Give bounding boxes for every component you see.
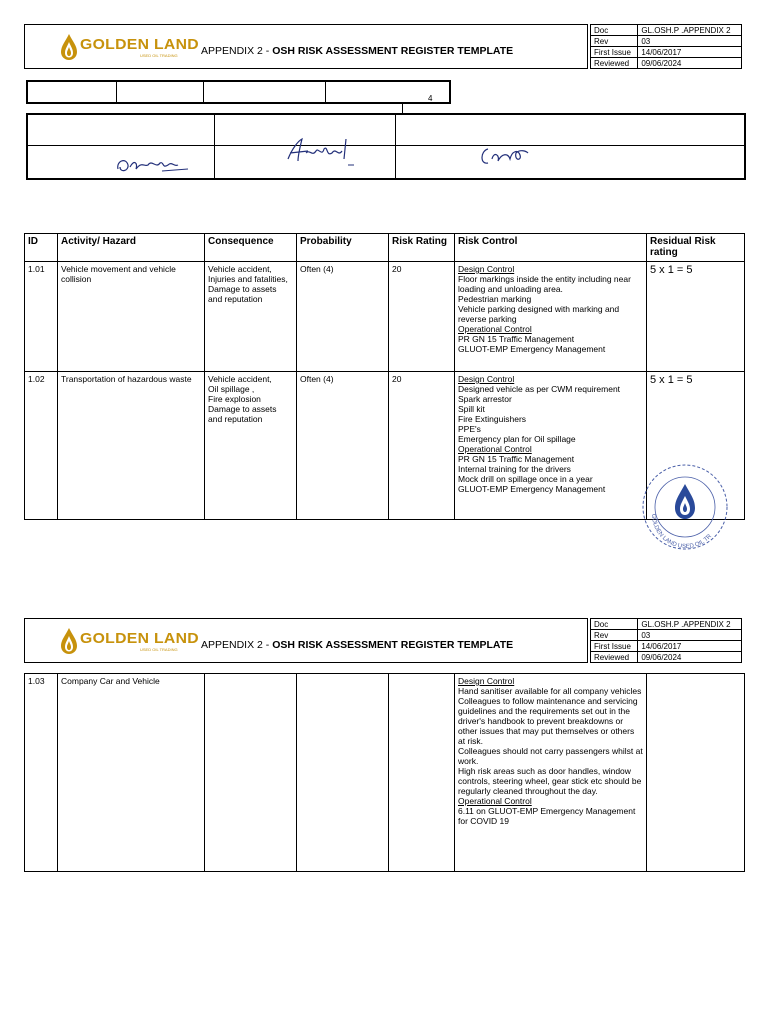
cell-id: 1.03 [25, 674, 58, 872]
meta-value: 14/06/2017 [638, 47, 742, 58]
meta-label: First Issue [591, 47, 638, 58]
meta-label: Rev [591, 36, 638, 47]
col-header-activity: Activity/ Hazard [58, 234, 205, 262]
control-line: Hand sanitiser available for all company vehicles [458, 686, 642, 696]
control-line: PPE's [458, 424, 481, 434]
cell-activity: Company Car and Vehicle [58, 674, 205, 872]
meta-label: Rev [591, 630, 638, 641]
cell-risk-rating [389, 674, 455, 872]
signature-2 [282, 135, 372, 169]
cell-probability: Often (4) [297, 262, 389, 372]
col-header-probability: Probability [297, 234, 389, 262]
meta-row [591, 47, 742, 58]
control-line: Fire Extinguishers [458, 414, 527, 424]
consequence-line: Vehicle accident, [208, 374, 272, 384]
cell-residual: 5 x 1 = 5 [647, 372, 745, 520]
title-prefix: APPENDIX 2 - [201, 639, 270, 651]
col-header-residual: Residual Risk rating [647, 234, 745, 262]
control-heading: Operational Control [458, 324, 532, 334]
company-logo [59, 33, 204, 67]
oil-drop-icon [59, 33, 79, 61]
meta-value: 03 [638, 630, 742, 641]
meta-value: 14/06/2017 [638, 641, 742, 652]
table-header-row [25, 234, 745, 262]
control-line: GLUOT-EMP Emergency Management [458, 344, 606, 354]
col-header-id: ID [25, 234, 58, 262]
cell-risk-control [455, 262, 647, 372]
cell-id: 1.02 [25, 372, 58, 520]
control-line: PR GN 15 Traffic Management [458, 454, 575, 464]
table-row [25, 372, 745, 520]
title-prefix: APPENDIX 2 - [201, 45, 270, 57]
control-heading: Operational Control [458, 796, 532, 806]
meta-row [591, 36, 742, 47]
risk-register-table-continued [24, 673, 745, 872]
control-line: Internal training for the drivers [458, 464, 571, 474]
consequence-line: Oil spillage , [208, 384, 255, 394]
meta-value: GL.OSH.P .APPENDIX 2 [638, 619, 742, 630]
page-number: 4 [428, 94, 433, 103]
risk-register-table [24, 233, 745, 520]
control-heading: Design Control [458, 374, 515, 384]
page-title [201, 45, 513, 57]
cell-risk-rating: 20 [389, 262, 455, 372]
control-line: PR GN 15 Traffic Management [458, 334, 575, 344]
consequence-line: Vehicle accident, [208, 264, 272, 274]
signature-1 [112, 149, 192, 179]
meta-label: Doc [591, 25, 638, 36]
doc-header [24, 24, 588, 69]
logo-text: GOLDEN LAND [80, 630, 199, 647]
meta-label: Doc [591, 619, 638, 630]
consequence-line: and reputation [208, 294, 263, 304]
cell-probability [297, 674, 389, 872]
meta-row [591, 652, 742, 663]
cell-residual [647, 674, 745, 872]
title-main: OSH RISK ASSESSMENT REGISTER TEMPLATE [272, 639, 514, 651]
meta-label: First Issue [591, 641, 638, 652]
cell-residual: 5 x 1 = 5 [647, 262, 745, 372]
cell-activity: Vehicle movement and vehicle collision [58, 262, 205, 372]
company-logo [59, 627, 204, 661]
control-line: Colleagues should not carry passengers whilst at work. [458, 746, 643, 766]
cell-risk-control [455, 674, 647, 872]
col-header-risk-rating: Risk Rating [389, 234, 455, 262]
meta-row [591, 630, 742, 641]
meta-row [591, 619, 742, 630]
control-line: GLUOT-EMP Emergency Management [458, 484, 606, 494]
control-line: Emergency plan for Oil spillage [458, 434, 576, 444]
meta-row [591, 641, 742, 652]
cell-activity: Transportation of hazardous waste [58, 372, 205, 520]
control-heading: Operational Control [458, 444, 532, 454]
consequence-line: Damage to assets [208, 284, 277, 294]
cell-risk-control [455, 372, 647, 520]
signature-box [26, 113, 746, 180]
control-line: Vehicle parking designed with marking and reverse parking [458, 304, 620, 324]
logo-subtext: USED OIL TRADING [140, 53, 178, 58]
meta-value: 09/06/2024 [638, 58, 742, 69]
control-line: Floor markings inside the entity including near loading and unloading area. [458, 274, 631, 294]
meta-value: GL.OSH.P .APPENDIX 2 [638, 25, 742, 36]
page-title [201, 639, 513, 651]
control-line: Pedestrian marking [458, 294, 532, 304]
cell-probability: Often (4) [297, 372, 389, 520]
control-heading: Design Control [458, 676, 515, 686]
cell-consequence [205, 262, 297, 372]
col-header-risk-control: Risk Control [455, 234, 647, 262]
consequence-line: and reputation [208, 414, 263, 424]
title-main: OSH RISK ASSESSMENT REGISTER TEMPLATE [272, 45, 514, 57]
control-line: High risk areas such as door handles, window controls, steering wheel, gear stick etc should be regularly cleaned throughout the day. [458, 766, 642, 796]
control-heading: Design Control [458, 264, 515, 274]
consequence-line: Fire explosion [208, 394, 261, 404]
control-line: 6.11 on GLUOT-EMP Emergency Management for COVID 19 [458, 806, 636, 826]
consequence-line: Injuries and fatalities, [208, 274, 288, 284]
oil-drop-icon [59, 627, 79, 655]
logo-text: GOLDEN LAND [80, 36, 199, 53]
info-box [26, 80, 451, 104]
doc-meta-table [590, 24, 742, 69]
control-line: Designed vehicle as per CWM requirement [458, 384, 621, 394]
control-line: Spark arrestor [458, 394, 512, 404]
col-header-consequence: Consequence [205, 234, 297, 262]
svg-text:GOLDEN LAND USED OIL TR [650, 514, 714, 550]
meta-row [591, 58, 742, 69]
consequence-line: Damage to assets [208, 404, 277, 414]
doc-header [24, 618, 588, 663]
cell-risk-rating: 20 [389, 372, 455, 520]
table-row [25, 674, 745, 872]
meta-value: 03 [638, 36, 742, 47]
meta-row [591, 25, 742, 36]
cell-id: 1.01 [25, 262, 58, 372]
company-stamp [640, 462, 730, 552]
meta-value: 09/06/2024 [638, 652, 742, 663]
stamp-text: GOLDEN LAND USED OIL TR [649, 513, 714, 551]
doc-meta-table [590, 618, 742, 663]
cell-consequence [205, 372, 297, 520]
signature-3 [478, 141, 548, 171]
control-line: Colleagues to follow maintenance and servicing guidelines and the requirements set out in the driver's handbook to prevent breakdowns or other issues that may put themselves or others at risk. [458, 696, 638, 746]
control-line: Spill kit [458, 404, 485, 414]
cell-consequence [205, 674, 297, 872]
control-line: Mock drill on spillage once in a year [458, 474, 593, 484]
logo-subtext: USED OIL TRADING [140, 647, 178, 652]
meta-label: Reviewed [591, 652, 638, 663]
table-row [25, 262, 745, 372]
meta-label: Reviewed [591, 58, 638, 69]
